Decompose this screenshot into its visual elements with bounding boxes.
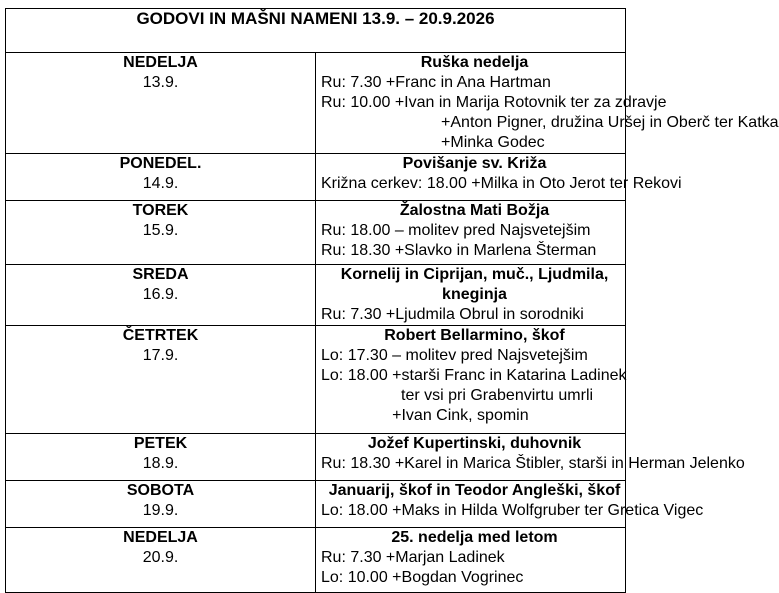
day-row [6,434,626,481]
day-row [6,265,626,326]
feast-name: Ruška nedelja [420,54,529,71]
intentions-cell [316,528,626,593]
intentions-cell [316,434,745,481]
intention-line: Lo: 18.00 +Maks in Hilda Wolfgruber ter Gretica Vigec [321,502,704,519]
intention-line: Ru: 7.30 +Marjan Ladinek [321,549,505,566]
intentions-cell [316,201,626,265]
day-row [6,326,626,434]
intention-line: Ru: 18.00 – molitev pred Najsvetejšim [321,222,591,239]
day-name: ČETRTEK [122,327,199,344]
day-row [6,201,626,265]
day-date: 15.9. [142,222,179,239]
intention-line: +Minka Godec [321,134,545,151]
title-row [6,9,626,53]
day-cell [6,528,316,593]
day-cell [6,53,316,154]
feast-name: Žalostna Mati Božja [399,202,550,219]
day-name: SOBOTA [126,482,195,499]
day-cell [6,201,316,265]
day-name: SREDA [132,266,189,283]
intentions-cell [316,53,779,154]
schedule-table [5,8,779,593]
feast-name: 25. nedelja med letom [391,529,558,546]
day-cell [6,434,316,481]
intentions-cell [316,481,704,528]
intention-line: Lo: 10.00 +Bogdan Vogrinec [321,569,524,586]
intention-line: Ru: 18.30 +Slavko in Marlena Šterman [321,242,597,259]
day-row [6,53,626,154]
day-name: PETEK [133,435,188,452]
day-date: 20.9. [142,549,179,566]
intentions-cell [316,326,626,434]
intention-line: Lo: 18.00 +starši Franc in Katarina Ladinek [321,367,627,384]
day-date: 16.9. [142,286,179,303]
day-cell [6,265,316,326]
intention-line: ter vsi pri Grabenvirtu umrli [321,387,594,404]
intention-line: +Ivan Cink, spomin [321,407,529,424]
day-date: 13.9. [142,74,179,91]
intention-line: Ru: 10.00 +Ivan in Marija Rotovnik ter za zdravje [321,94,667,111]
intentions-cell [316,154,682,201]
intention-line: Lo: 17.30 – molitev pred Najsvetejšim [321,347,588,364]
feast-name: Robert Bellarmino, škof [384,327,565,344]
feast-name: Januarij, škof in Teodor Angleški, škof [328,482,621,499]
day-name: PONEDEL. [119,155,202,172]
day-row [6,481,626,528]
feast-name: Jožef Kupertinski, duhovnik [367,435,582,452]
day-date: 14.9. [142,175,179,192]
day-row [6,154,626,201]
day-date: 17.9. [142,347,179,364]
intention-line: Ru: 7.30 +Franc in Ana Hartman [321,74,551,91]
intention-line: Ru: 7.30 +Ljudmila Obrul in sorodniki [321,306,584,323]
day-row [6,528,626,593]
day-date: 19.9. [142,502,179,519]
day-name: NEDELJA [123,529,198,546]
feast-name: Kornelij in Ciprijan, muč., Ljudmila, kneginja [340,266,609,303]
day-cell [6,154,316,201]
day-cell [6,326,316,434]
intention-line: Ru: 18.30 +Karel in Marica Štibler, starši in Herman Jelenko [321,455,745,472]
day-date: 18.9. [142,455,179,472]
intention-line: +Anton Pigner, družina Uršej in Oberč ter Katka [321,114,779,131]
day-cell [6,481,316,528]
day-name: NEDELJA [123,54,198,71]
intentions-cell [316,265,626,326]
page-title: GODOVI IN MAŠNI NAMENI 13.9. – 20.9.2026 [6,9,626,53]
feast-name: Povišanje sv. Križa [402,155,547,172]
intention-line: Križna cerkev: 18.00 +Milka in Oto Jerot ter Rekovi [321,175,682,192]
day-name: TOREK [132,202,189,219]
